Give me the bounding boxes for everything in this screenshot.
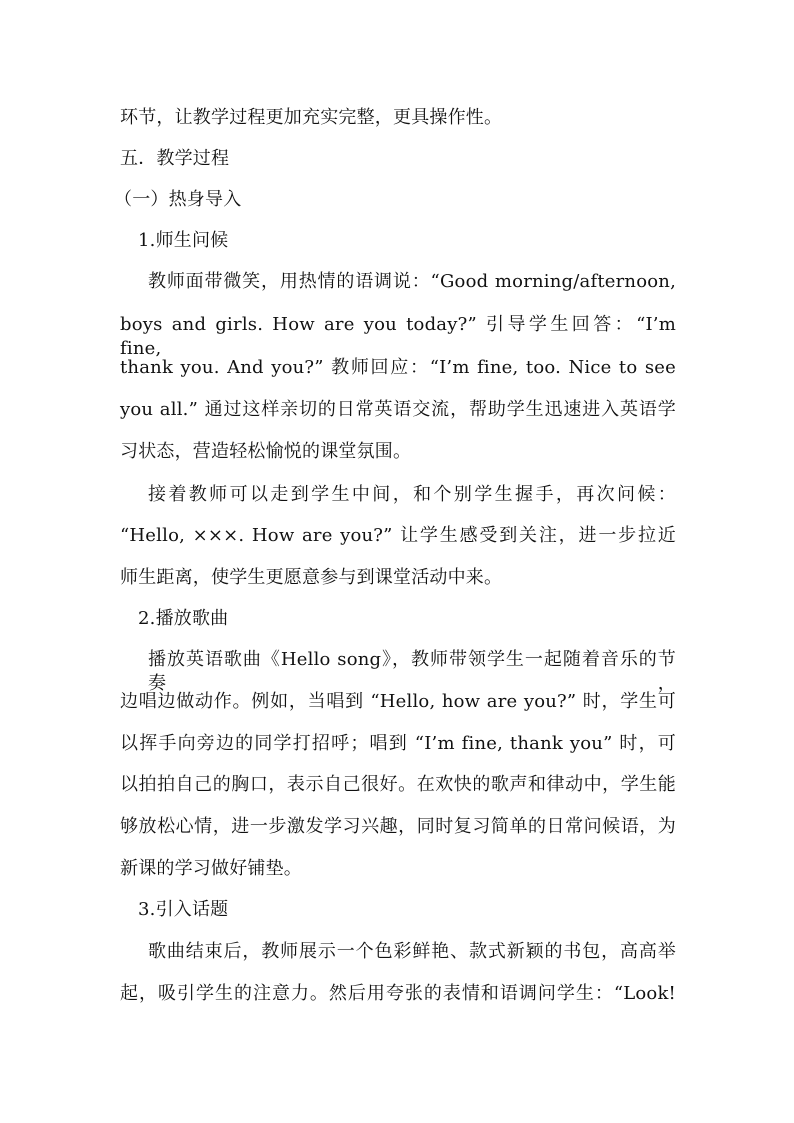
- paragraph-line: boys and girls. How are you today?” 引导学生回答：“I’m fine,: [120, 314, 676, 359]
- step-heading-song: 2.播放歌曲: [138, 608, 229, 629]
- paragraph-line: 师生距离，使学生更愿意参与到课堂活动中来。: [120, 567, 503, 588]
- paragraph-line: “Hello, ×××. How are you?” 让学生感受到关注，进一步拉近: [120, 525, 676, 546]
- paragraph-line: 够放松心情，进一步激发学习兴趣，同时复习简单的日常问候语，为: [120, 816, 676, 837]
- section-heading-teaching-process: 五．教学过程: [120, 148, 230, 169]
- paragraph-line: 以挥手向旁边的同学打招呼；唱到 “I’m fine, thank you” 时，可: [120, 733, 676, 754]
- paragraph-line: 教师面带微笑，用热情的语调说：“Good morning/afternoon,: [148, 271, 676, 292]
- paragraph-line: 以拍拍自己的胸口，表示自己很好。在欢快的歌声和律动中，学生能: [120, 774, 676, 795]
- paragraph-line: 播放英语歌曲《Hello song》，教师带领学生一起随着音乐的节奏，: [148, 649, 676, 694]
- step-heading-greeting: 1.师生问候: [138, 230, 229, 251]
- paragraph-line: 起，吸引学生的注意力。然后用夸张的表情和语调问学生：“Look!: [120, 983, 676, 1004]
- step-heading-topic: 3.引入话题: [138, 899, 229, 920]
- paragraph-line: 习状态，营造轻松愉悦的课堂氛围。: [120, 441, 412, 462]
- paragraph-line: 新课的学习做好铺垫。: [120, 858, 302, 879]
- subsection-heading-warmup: （一）热身导入: [114, 189, 242, 210]
- paragraph-line: thank you. And you?” 教师回应：“I’m fine, too. Nice to see: [120, 357, 676, 378]
- paragraph-line: 歌曲结束后，教师展示一个色彩鲜艳、款式新颖的书包，高高举: [148, 941, 676, 962]
- paragraph-line: 边唱边做动作。例如，当唱到 “Hello, how are you?” 时，学生可: [120, 691, 676, 712]
- paragraph-line: you all.” 通过这样亲切的日常英语交流，帮助学生迅速进入英语学: [120, 399, 676, 420]
- paragraph-line: 接着教师可以走到学生中间，和个别学生握手，再次问候：: [148, 484, 676, 505]
- paragraph-line-continuation: 环节，让教学过程更加充实完整，更具操作性。: [120, 107, 503, 128]
